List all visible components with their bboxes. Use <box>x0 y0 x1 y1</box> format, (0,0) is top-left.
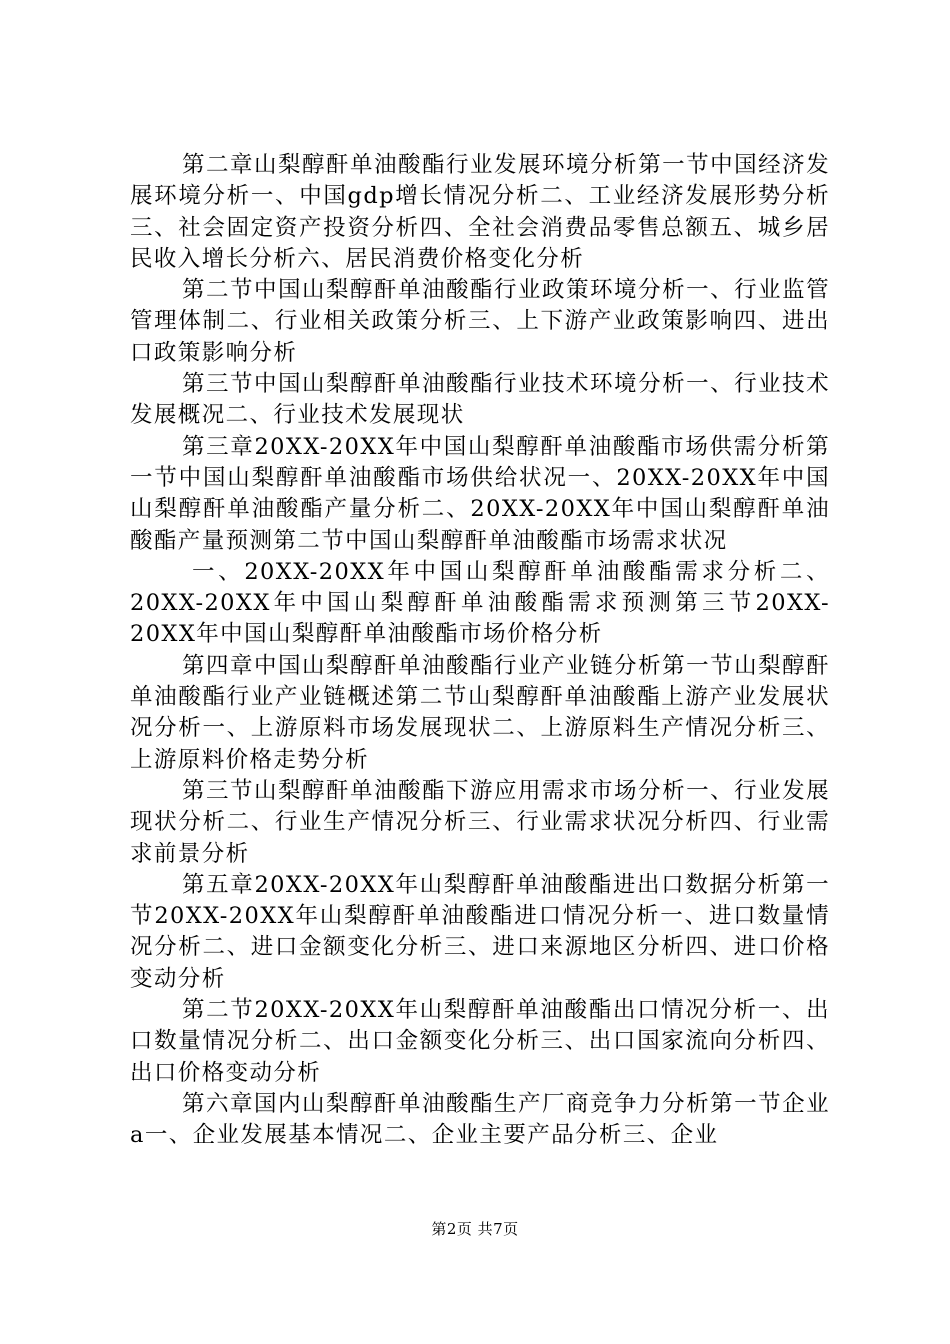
paragraph: 第三章20XX-20XX年中国山梨醇酐单油酸酯市场供需分析第一节中国山梨醇酐单油酸酯市场供给状况一、20XX-20XX年中国山梨醇酐单油酸酯产量分析二、20XX-20XX年中国山梨醇酐单油酸酯产量预测第二节中国山梨醇酐单油酸酯市场需求状况 <box>130 433 830 554</box>
paragraph: 第二节20XX-20XX年山梨醇酐单油酸酯出口情况分析一、出口数量情况分析二、出口金额变化分析三、出口国家流向分析四、出口价格变动分析 <box>130 997 830 1086</box>
document-body <box>130 150 830 1152</box>
paragraph: 第三节山梨醇酐单油酸酯下游应用需求市场分析一、行业发展现状分析二、行业生产情况分析三、行业需求状况分析四、行业需求前景分析 <box>130 777 830 867</box>
paragraph: 一、20XX-20XX年中国山梨醇酐单油酸酯需求分析二、20XX-20XX年中国山梨醇酐单油酸酯需求预测第三节20XX-20XX年中国山梨醇酐单油酸酯市场价格分析 <box>130 558 830 648</box>
page-number-footer: 第2页 共7页 <box>431 1220 519 1238</box>
paragraph: 第四章中国山梨醇酐单油酸酯行业产业链分析第一节山梨醇酐单油酸酯行业产业链概述第二节山梨醇酐单油酸酯上游产业发展状况分析一、上游原料市场发展现状二、上游原料生产情况分析三、上游原料价格走势分析 <box>130 652 830 773</box>
paragraph: 第三节中国山梨醇酐单油酸酯行业技术环境分析一、行业技术发展概况二、行业技术发展现状 <box>130 371 830 429</box>
paragraph: 第五章20XX-20XX年山梨醇酐单油酸酯进出口数据分析第一节20XX-20XX年山梨醇酐单油酸酯进口情况分析一、进口数量情况分析二、进口金额变化分析三、进口来源地区分析四、进口价格变动分析 <box>130 871 830 992</box>
paragraph: 第六章国内山梨醇酐单油酸酯生产厂商竞争力分析第一节企业a一、企业发展基本情况二、企业主要产品分析三、企业 <box>130 1090 830 1149</box>
paragraph: 第二节中国山梨醇酐单油酸酯行业政策环境分析一、行业监管管理体制二、行业相关政策分析三、上下游产业政策影响四、进出口政策影响分析 <box>130 277 830 366</box>
paragraph: 第二章山梨醇酐单油酸酯行业发展环境分析第一节中国经济发展环境分析一、中国gdp增长情况分析二、工业经济发展形势分析三、社会固定资产投资分析四、全社会消费品零售总额五、城乡居民收入增长分析六、居民消费价格变化分析 <box>130 152 830 272</box>
